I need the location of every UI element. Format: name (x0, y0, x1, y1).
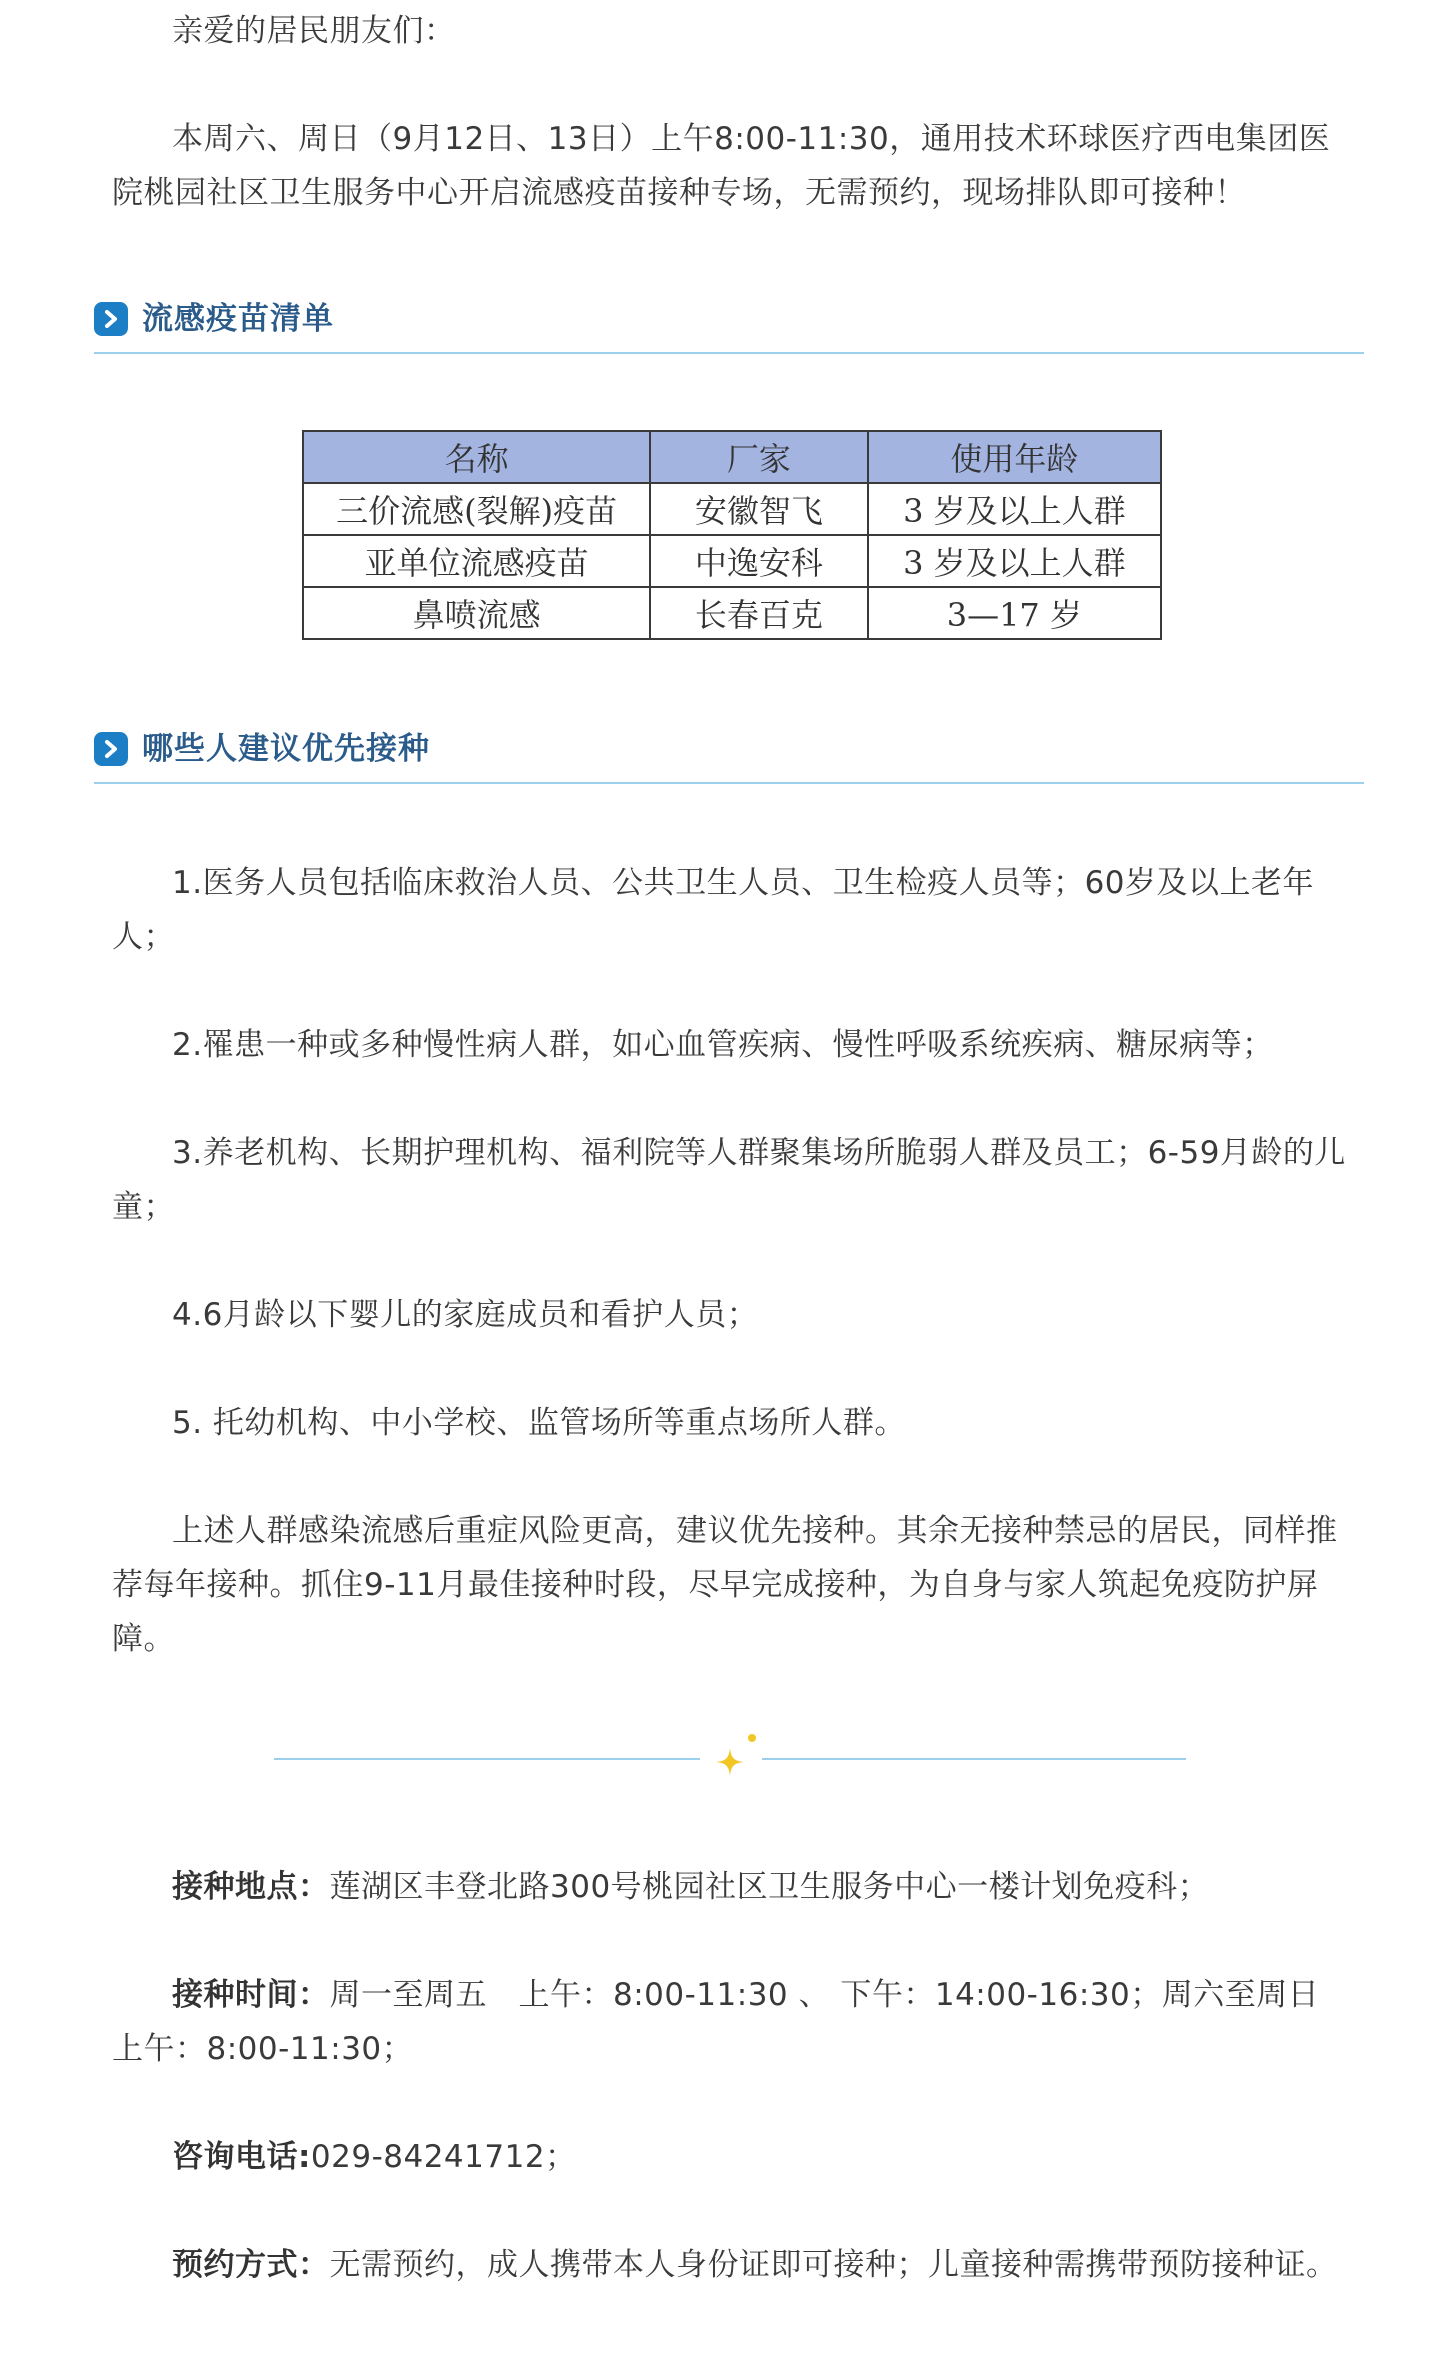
column-header-name: 名称 (303, 431, 650, 483)
priority-item-1: 1.医务人员包括临床救治人员、公共卫生人员、卫生检疫人员等；60岁及以上老年人； (112, 865, 1315, 955)
priority-item-2: 2.罹患一种或多种慢性病人群，如心血管疾病、慢性呼吸系统疾病、糖尿病等； (172, 1027, 1274, 1063)
priority-item-4: 4.6月龄以下婴儿的家庭成员和看护人员； (172, 1297, 759, 1333)
table-cell: 亚单位流感疫苗 (303, 535, 650, 587)
sparkle-icon (712, 1728, 758, 1792)
info-phone (112, 2130, 1352, 2184)
divider-line-right (762, 1758, 1186, 1760)
chevron-right-icon (94, 302, 128, 336)
section-title: 流感疫苗清单 (142, 301, 334, 337)
table-cell: 鼻喷流感 (303, 587, 650, 639)
vaccine-table (302, 430, 1162, 640)
info-booking-value: 无需预约，成人携带本人身份证即可接种；儿童接种需携带预防接种证。 (329, 2247, 1338, 2283)
info-time-value: 周一至周五 上午：8:00-11:30 、 下午：14:00-16:30；周六至周日 上午：8:00-11:30； (112, 1977, 1351, 2067)
section-vaccine-list-header (94, 296, 1364, 354)
priority-summary: 上述人群感染流感后重症风险更高，建议优先接种。其余无接种禁忌的居民，同样推荐每年接种。抓住9-11月最佳接种时段，尽早完成接种，为自身与家人筑起免疫防护屏障。 (112, 1513, 1338, 1657)
info-phone-value: 029-84241712； (310, 2139, 577, 2175)
info-location-value: 莲湖区丰登北路300号桃园社区卫生服务中心一楼计划免疫科； (329, 1869, 1210, 1905)
table-cell: 长春百克 (650, 587, 868, 639)
table-row (303, 587, 1161, 639)
column-header-age: 使用年龄 (868, 431, 1161, 483)
info-location-label: 接种地点： (172, 1869, 330, 1905)
table-cell: 3 岁及以上人群 (868, 535, 1161, 587)
table-cell: 3 岁及以上人群 (868, 483, 1161, 535)
divider-line-left (274, 1758, 700, 1760)
info-phone-label: 咨询电话: (172, 2139, 311, 2175)
table-row (303, 483, 1161, 535)
info-location (112, 1860, 1352, 1914)
intro-paragraph: 本周六、周日（9月12日、13日）上午8:00-11:30，通用技术环球医疗西电集团医院桃园社区卫生服务中心开启流感疫苗接种专场，无需预约，现场排队即可接种！ (112, 121, 1331, 211)
section-title: 哪些人建议优先接种 (142, 731, 430, 767)
info-booking-label: 预约方式： (172, 2247, 330, 2283)
section-priority-header (94, 726, 1364, 784)
table-cell: 中逸安科 (650, 535, 868, 587)
chevron-right-icon (94, 732, 128, 766)
info-time-label: 接种时间： (172, 1977, 330, 2013)
table-cell: 3—17 岁 (868, 587, 1161, 639)
column-header-manufacturer: 厂家 (650, 431, 868, 483)
info-booking (112, 2238, 1352, 2292)
table-header-row (303, 431, 1161, 483)
priority-item-3: 3.养老机构、长期护理机构、福利院等人群聚集场所脆弱人群及员工；6-59月龄的儿童； (112, 1135, 1346, 1225)
greeting: 亲爱的居民朋友们： (172, 13, 456, 49)
priority-item-5: 5. 托幼机构、中小学校、监管场所等重点场所人群。 (172, 1405, 906, 1441)
table-cell: 三价流感(裂解)疫苗 (303, 483, 650, 535)
info-time (112, 1968, 1352, 2076)
table-cell: 安徽智飞 (650, 483, 868, 535)
table-row (303, 535, 1161, 587)
